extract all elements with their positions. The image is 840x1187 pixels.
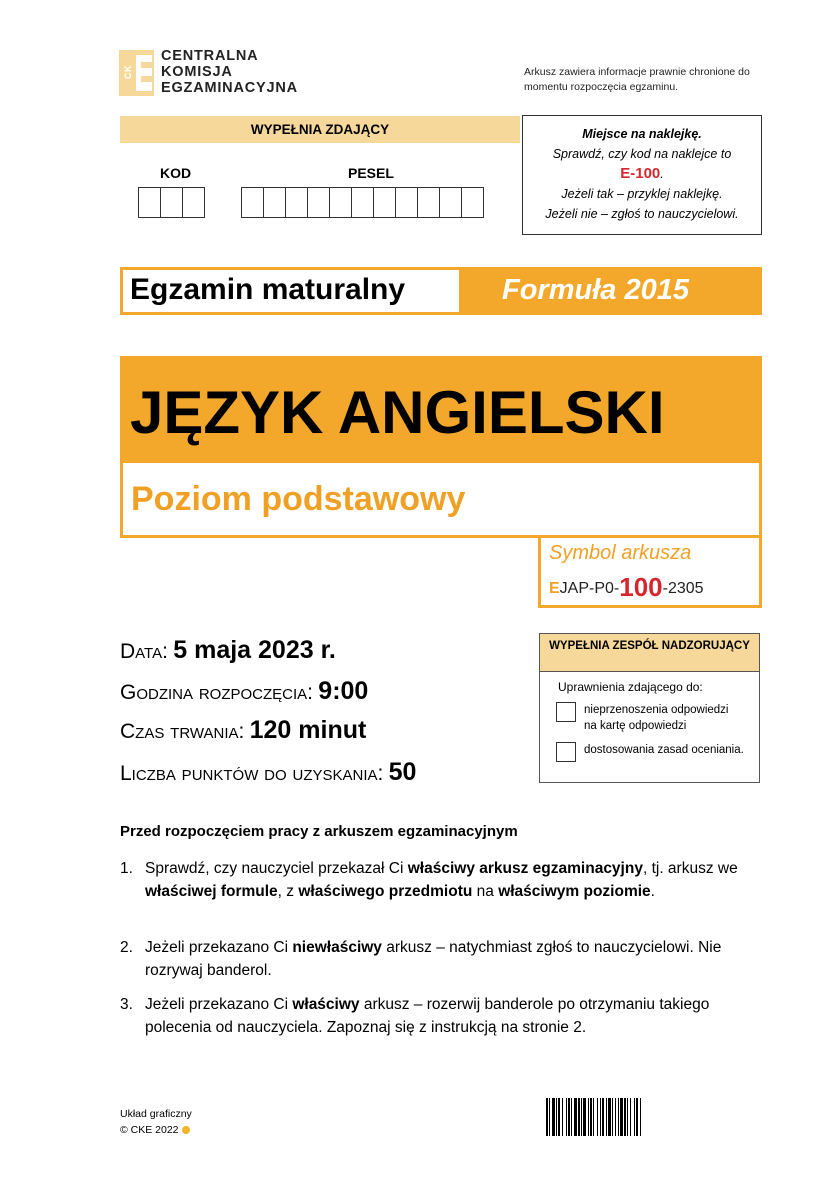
kod-digit-box[interactable] xyxy=(138,187,161,218)
supervisors-box xyxy=(539,633,760,783)
kod-digit-box[interactable] xyxy=(182,187,205,218)
exam-formula: Formuła 2015 xyxy=(502,274,689,306)
time-value: 9:00 xyxy=(318,677,369,705)
pesel-digit-box[interactable] xyxy=(417,187,440,218)
candidate-fill-header: WYPEŁNIA ZDAJĄCY xyxy=(120,116,520,143)
option-1-checkbox[interactable] xyxy=(556,702,576,722)
duration-label: Czas trwania: xyxy=(120,720,245,743)
sheet-symbol-box xyxy=(538,538,762,608)
instruction-2: 2. Jeżeli przekazano Ci niewłaściwy arkusz – natychmiast zgłoś to nauczycielowi. Nie rozrywaj banderol. xyxy=(120,939,722,979)
footer-line-1: Układ graficzny xyxy=(120,1108,192,1120)
sticker-title: Miejsce na naklejkę. xyxy=(582,127,702,141)
logo-ck: CK xyxy=(123,65,133,79)
points-label: Liczba punktów do uzyskania: xyxy=(120,762,384,785)
instruction-3: 3. Jeżeli przekazano Ci właściwy arkusz – rozerwij banderole po otrzymaniu takiego polecenia od nauczyciela. Zapoznaj się z instrukcją na stronie 2. xyxy=(120,996,710,1036)
sticker-area xyxy=(522,115,762,235)
supervisors-header: WYPEŁNIA ZESPÓŁ NADZORUJĄCY xyxy=(540,634,759,672)
logo-line-1: CENTRALNA xyxy=(161,48,259,64)
sticker-code-suffix: . xyxy=(660,167,664,181)
footer-line-2: © CKE 2022 xyxy=(120,1124,179,1136)
duration-line xyxy=(120,716,366,745)
option-2-label: dostosowania zasad oceniania. xyxy=(584,744,744,756)
pesel-label: PESEL xyxy=(348,165,394,181)
barcode xyxy=(546,1098,754,1136)
sticker-no-text: Jeżeli nie – zgłoś to nauczycielowi. xyxy=(545,207,739,221)
time-label: Godzina rozpoczęcia: xyxy=(120,681,314,704)
symbol-code: EJAP-P0-100-2305 xyxy=(549,572,704,602)
time-line xyxy=(120,677,368,706)
pesel-digit-box[interactable] xyxy=(307,187,330,218)
date-line xyxy=(120,636,336,665)
kod-input-boxes[interactable] xyxy=(139,187,205,218)
exam-title-bar xyxy=(120,267,762,315)
option-2-checkbox[interactable] xyxy=(556,742,576,762)
instructions-header: Przed rozpoczęciem pracy z arkuszem egzaminacyjnym xyxy=(120,823,518,840)
logo-line-2: KOMISJA xyxy=(161,64,233,80)
cke-logo-mark xyxy=(119,50,154,96)
option-2 xyxy=(556,742,744,762)
pesel-digit-box[interactable] xyxy=(285,187,308,218)
kod-label: KOD xyxy=(160,165,192,181)
points-line xyxy=(120,758,416,787)
option-1-label: nieprzenoszenia odpowiedzi na kartę odpowiedzi xyxy=(584,704,729,732)
pesel-digit-box[interactable] xyxy=(461,187,484,218)
pesel-digit-box[interactable] xyxy=(241,187,264,218)
subject-block xyxy=(120,356,762,538)
option-1 xyxy=(556,702,744,734)
instruction-1: 1. Sprawdź, czy nauczyciel przekazał Ci właściwy arkusz egzaminacyjny, tj. arkusz we właściwej formule, z właściwego przedmiotu na właściwym poziomie. xyxy=(120,860,738,900)
supervisors-title: Uprawnienia zdającego do: xyxy=(558,680,703,694)
pesel-digit-box[interactable] xyxy=(395,187,418,218)
cke-logo-text xyxy=(161,48,298,96)
orange-dot-icon xyxy=(182,1126,190,1134)
pesel-input-boxes[interactable] xyxy=(242,187,484,218)
pesel-digit-box[interactable] xyxy=(263,187,286,218)
date-label: Data: xyxy=(120,640,168,663)
exam-type: Egzamin maturalny xyxy=(130,273,406,306)
pesel-digit-box[interactable] xyxy=(351,187,374,218)
subject-name: JĘZYK ANGIELSKI xyxy=(130,379,665,446)
duration-value: 120 minut xyxy=(249,716,367,744)
logo-line-3: EGZAMINACYJNA xyxy=(161,80,298,96)
pesel-digit-box[interactable] xyxy=(329,187,352,218)
kod-digit-box[interactable] xyxy=(160,187,183,218)
sticker-code: E-100 xyxy=(620,165,661,182)
points-value: 50 xyxy=(388,758,417,786)
legal-notice: Arkusz zawiera informacje prawnie chronione do momentu rozpoczęcia egzaminu. xyxy=(524,66,750,93)
barcode-bar xyxy=(641,1098,642,1136)
sticker-check-text: Sprawdź, czy kod na naklejce to xyxy=(552,147,732,161)
sticker-yes-text: Jeżeli tak – przyklej naklejkę. xyxy=(561,187,723,201)
subject-level: Poziom podstawowy xyxy=(131,480,466,518)
pesel-digit-box[interactable] xyxy=(439,187,462,218)
pesel-digit-box[interactable] xyxy=(373,187,396,218)
date-value: 5 maja 2023 r. xyxy=(173,636,336,664)
footer xyxy=(120,1106,192,1138)
symbol-label: Symbol arkusza xyxy=(549,542,692,564)
